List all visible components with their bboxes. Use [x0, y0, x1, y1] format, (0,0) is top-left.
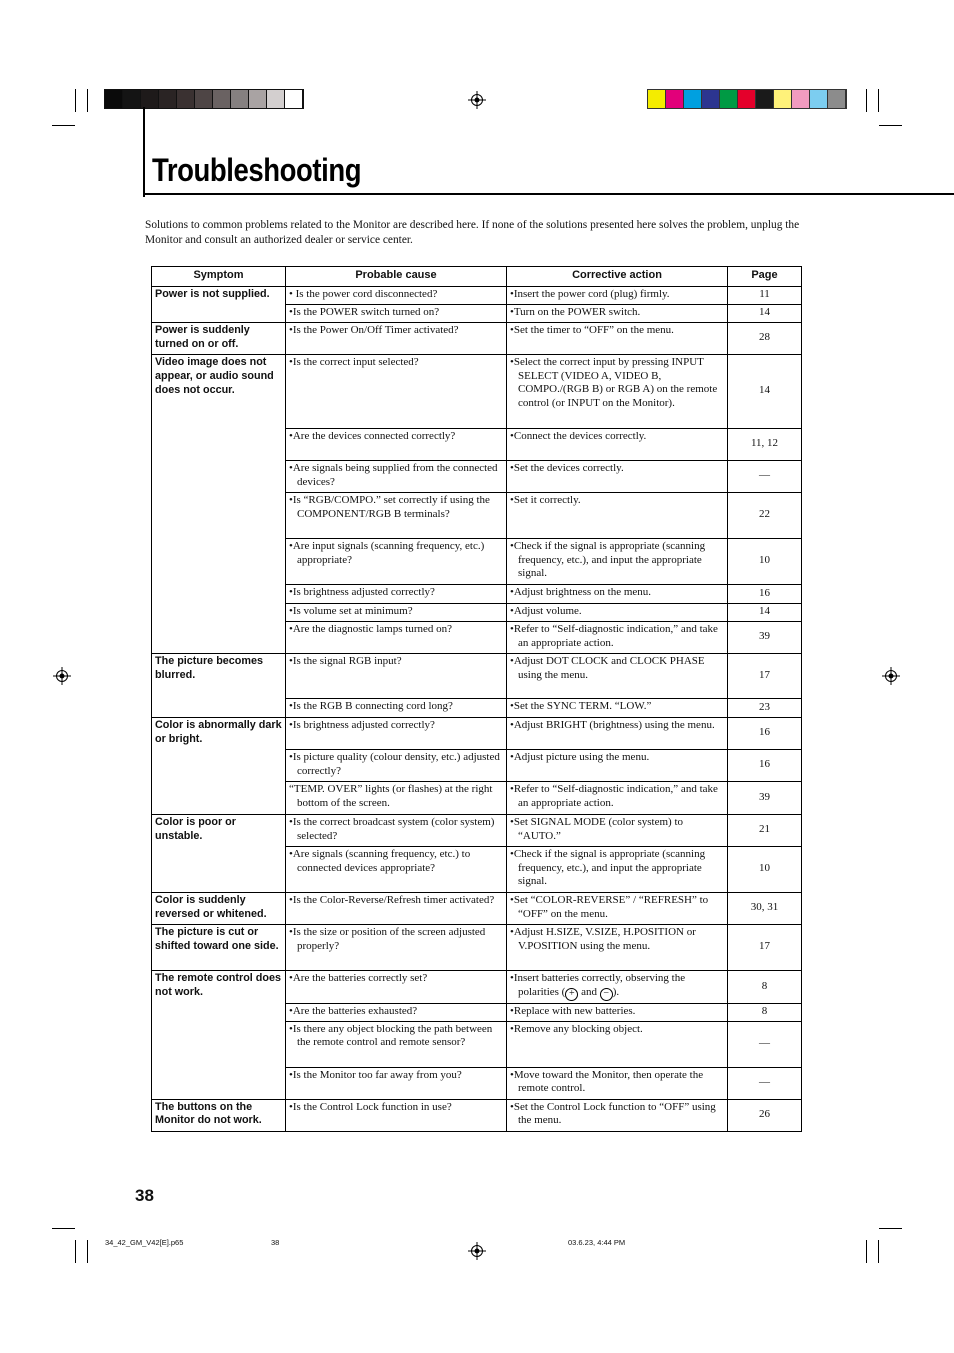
page-cell: 21 — [728, 815, 802, 847]
cause-cell — [286, 429, 507, 461]
page-cell: 17 — [728, 925, 802, 971]
cause-text: • Is the power cord disconnected? — [289, 288, 438, 300]
page-number: 38 — [135, 1186, 154, 1205]
page-cell: 39 — [728, 622, 802, 654]
page-cell: 16 — [728, 718, 802, 750]
cause-cell — [286, 893, 507, 925]
footer-timestamp: 03.6.23, 4:44 PM — [568, 1238, 626, 1247]
page-cell: 10 — [728, 847, 802, 893]
cause-text: •Are the batteries exhausted? — [289, 1004, 418, 1017]
action-cell — [507, 1021, 728, 1067]
cause-text: •Is brightness adjusted correctly? — [289, 586, 435, 598]
gray-swatch — [195, 90, 213, 108]
cause-text: •Are input signals (scanning frequency, etc.) appropriate? — [289, 540, 485, 566]
page-cell: 30, 31 — [728, 893, 802, 925]
action-cell — [507, 654, 728, 699]
gray-swatch — [213, 90, 231, 108]
table-row — [152, 287, 802, 305]
action-cell — [507, 971, 728, 1004]
grayscale-bar — [104, 89, 304, 109]
color-swatch — [738, 90, 756, 108]
table-row — [152, 971, 802, 1004]
cause-cell — [286, 622, 507, 654]
symptom-cell: Power is not supplied. — [152, 287, 286, 323]
action-text: •Move toward the Monitor, then operate the remote control. — [510, 1068, 704, 1095]
page-cell: 14 — [728, 305, 802, 323]
gray-swatch — [285, 90, 303, 108]
action-text: •Adjust volume. — [510, 605, 582, 617]
page-cell: 39 — [728, 782, 802, 815]
gray-swatch — [231, 90, 249, 108]
action-cell — [507, 1067, 728, 1099]
action-cell — [507, 585, 728, 604]
symptom-cell: Power is suddenly turned on or off. — [152, 323, 286, 355]
cause-cell — [286, 585, 507, 604]
cause-text: •Is the Control Lock function in use? — [289, 1100, 452, 1113]
action-cell — [507, 604, 728, 622]
color-swatch — [792, 90, 810, 108]
gray-swatch — [267, 90, 285, 108]
symptom-cell: The picture becomes blurred. — [152, 654, 286, 718]
action-cell — [507, 323, 728, 355]
cause-cell — [286, 287, 507, 305]
color-swatch — [666, 90, 684, 108]
action-cell — [507, 622, 728, 654]
intro-paragraph: Solutions to common problems related to the Monitor are described here. If none of the solutions presented here solves the problem, unplug the Monitor and consult an authorized dealer or service center. — [145, 219, 800, 246]
page-cell: 11 — [728, 287, 802, 305]
action-text: •Check if the signal is appropriate (scanning frequency, etc.), and input the appropriate signal. — [510, 848, 706, 888]
cause-cell — [286, 1021, 507, 1067]
page-cell: 8 — [728, 1003, 802, 1021]
color-swatch — [828, 90, 846, 108]
registration-target-icon — [53, 667, 71, 685]
page-cell: 14 — [728, 604, 802, 622]
cause-cell — [286, 461, 507, 493]
symptom-cell: Video image does not appear, or audio sound does not occur. — [152, 355, 286, 654]
cause-cell — [286, 750, 507, 782]
cause-text: •Is the RGB B connecting cord long? — [289, 700, 453, 712]
action-cell — [507, 539, 728, 585]
column-header-symptom: Symptom — [152, 267, 286, 287]
symptom-cell: The buttons on the Monitor do not work. — [152, 1099, 286, 1131]
action-text: •Adjust brightness on the menu. — [510, 586, 652, 598]
action-text: •Refer to “Self-diagnostic indication,” and take an appropriate action. — [510, 783, 718, 809]
action-text: •Adjust BRIGHT (brightness) using the menu. — [510, 719, 715, 731]
table-row — [152, 355, 802, 429]
symptom-cell: Color is suddenly reversed or whitened. — [152, 893, 286, 925]
page-cell: 16 — [728, 585, 802, 604]
symptom-cell: Color is abnormally dark or bright. — [152, 718, 286, 815]
registration-target-icon — [468, 91, 486, 109]
table-body — [152, 287, 802, 1132]
symptom-cell: The picture is cut or shifted toward one side. — [152, 925, 286, 971]
cause-cell — [286, 847, 507, 893]
cause-text: •Is the signal RGB input? — [289, 655, 402, 667]
color-swatch — [720, 90, 738, 108]
symptom-cell: The remote control does not work. — [152, 971, 286, 1100]
cause-text: •Is the size or position of the screen adjusted properly? — [289, 926, 486, 952]
title-rule-vertical — [143, 107, 145, 197]
action-cell — [507, 815, 728, 847]
table-row — [152, 925, 802, 971]
action-text: •Connect the devices correctly. — [510, 430, 647, 442]
action-text: •Set it correctly. — [510, 494, 581, 506]
page-cell: 23 — [728, 699, 802, 718]
column-header-cause: Probable cause — [286, 267, 507, 287]
cause-text: •Is the POWER switch turned on? — [289, 306, 440, 318]
action-cell — [507, 461, 728, 493]
action-text: •Adjust picture using the menu. — [510, 751, 650, 763]
cause-text: •Are the batteries correctly set? — [289, 972, 428, 984]
registration-target-icon — [468, 1242, 486, 1260]
color-swatch — [774, 90, 792, 108]
action-cell — [507, 750, 728, 782]
action-cell — [507, 925, 728, 971]
gray-swatch — [177, 90, 195, 108]
page-cell: 10 — [728, 539, 802, 585]
cause-text: •Is brightness adjusted correctly? — [289, 719, 435, 731]
gray-swatch — [159, 90, 177, 108]
cause-cell — [286, 782, 507, 815]
cause-cell — [286, 718, 507, 750]
cause-cell — [286, 1067, 507, 1099]
action-cell — [507, 782, 728, 815]
cause-text: •Is the correct broadcast system (color system) selected? — [289, 816, 495, 842]
action-text: •Set the timer to “OFF” on the menu. — [510, 324, 674, 336]
page-title: Troubleshooting — [152, 152, 362, 188]
gray-swatch — [249, 90, 267, 108]
table-header-row — [152, 267, 802, 287]
page-cell: — — [728, 1021, 802, 1067]
table-row — [152, 815, 802, 847]
color-swatch — [810, 90, 828, 108]
cause-cell — [286, 925, 507, 971]
registration-target-icon — [882, 667, 900, 685]
action-cell — [507, 847, 728, 893]
action-text: •Set the SYNC TERM. “LOW.” — [510, 700, 652, 712]
footer-file: 34_42_GM_V42[E].p65 — [105, 1238, 184, 1247]
action-text: •Adjust H.SIZE, V.SIZE, H.POSITION or V.POSITION using the menu. — [510, 926, 696, 952]
cause-text: •Are signals being supplied from the connected devices? — [289, 462, 498, 488]
cause-text: •Is the Color-Reverse/Refresh timer activated? — [289, 894, 495, 906]
page-cell: 28 — [728, 323, 802, 355]
cause-cell — [286, 971, 507, 1004]
action-cell — [507, 893, 728, 925]
cause-text: •Is the Monitor too far away from you? — [289, 1068, 462, 1081]
action-text: •Replace with new batteries. — [510, 1004, 636, 1017]
gray-swatch — [141, 90, 159, 108]
action-cell — [507, 718, 728, 750]
action-text: •Turn on the POWER switch. — [510, 306, 641, 318]
action-cell — [507, 429, 728, 461]
page-cell: 8 — [728, 971, 802, 1004]
cause-cell — [286, 1003, 507, 1021]
action-cell — [507, 287, 728, 305]
cause-cell — [286, 654, 507, 699]
action-cell — [507, 1099, 728, 1131]
action-text: •Set the devices correctly. — [510, 462, 624, 474]
footer-page: 38 — [271, 1238, 280, 1247]
symptom-cell: Color is poor or unstable. — [152, 815, 286, 893]
cause-cell — [286, 305, 507, 323]
action-cell — [507, 1003, 728, 1021]
cause-text: •Are the diagnostic lamps turned on? — [289, 623, 453, 635]
table-row — [152, 323, 802, 355]
action-text: •Refer to “Self-diagnostic indication,” and take an appropriate action. — [510, 623, 718, 649]
cause-text: •Is volume set at minimum? — [289, 605, 413, 617]
page-cell: — — [728, 461, 802, 493]
action-cell — [507, 355, 728, 429]
page-cell: 26 — [728, 1099, 802, 1131]
gray-swatch — [105, 90, 123, 108]
cause-cell — [286, 699, 507, 718]
cause-cell — [286, 323, 507, 355]
title-rule — [143, 193, 954, 195]
page-cell: 17 — [728, 654, 802, 699]
cause-cell — [286, 815, 507, 847]
action-text: •Remove any blocking object. — [510, 1022, 643, 1035]
cause-text: •Are signals (scanning frequency, etc.) to connected devices appropriate? — [289, 848, 471, 874]
action-text: •Insert batteries correctly, observing the polarities ( + and − ). — [510, 972, 686, 999]
column-header-action: Corrective action — [507, 267, 728, 287]
action-text: •Check if the signal is appropriate (scanning frequency, etc.), and input the appropriate signal. — [510, 540, 706, 580]
cause-cell — [286, 604, 507, 622]
color-swatch — [648, 90, 666, 108]
page-cell: 16 — [728, 750, 802, 782]
table-row — [152, 654, 802, 699]
action-text: •Insert the power cord (plug) firmly. — [510, 288, 670, 300]
gray-swatch — [123, 90, 141, 108]
cause-text: “TEMP. OVER” lights (or flashes) at the right bottom of the screen. — [289, 783, 493, 809]
action-cell — [507, 305, 728, 323]
cause-text: •Is the correct input selected? — [289, 356, 419, 368]
action-text: •Set “COLOR-REVERSE” / “REFRESH” to “OFF” on the menu. — [510, 894, 709, 920]
table-row — [152, 1099, 802, 1131]
action-text: •Set the Control Lock function to “OFF” using the menu. — [510, 1100, 716, 1127]
action-cell — [507, 699, 728, 718]
action-text: •Set SIGNAL MODE (color system) to “AUTO.” — [510, 816, 684, 842]
action-text: •Adjust DOT CLOCK and CLOCK PHASE using the menu. — [510, 655, 705, 681]
column-header-page: Page — [728, 267, 802, 287]
cause-text: •Is the Power On/Off Timer activated? — [289, 324, 459, 336]
plus-polarity-icon: + — [565, 988, 578, 1001]
page-cell: 11, 12 — [728, 429, 802, 461]
cause-text: •Is “RGB/COMPO.” set correctly if using the COMPONENT/RGB B terminals? — [289, 494, 490, 520]
action-text: •Select the correct input by pressing INPUT SELECT (VIDEO A, VIDEO B, COMPO./(RGB B) or RGB A) on the remote control (or INPUT on the Monitor). — [510, 356, 718, 409]
cause-text: •Are the devices connected correctly? — [289, 430, 456, 442]
table-row — [152, 893, 802, 925]
cause-cell — [286, 493, 507, 539]
color-bar — [647, 89, 847, 109]
color-swatch — [684, 90, 702, 108]
action-cell — [507, 493, 728, 539]
troubleshooting-table — [151, 266, 802, 1132]
page-cell: 22 — [728, 493, 802, 539]
cause-cell — [286, 539, 507, 585]
page-cell: — — [728, 1067, 802, 1099]
color-swatch — [756, 90, 774, 108]
minus-polarity-icon: − — [600, 988, 613, 1001]
cause-text: •Is there any object blocking the path between the remote control and remote sensor? — [289, 1022, 493, 1049]
cause-cell — [286, 355, 507, 429]
cause-text: •Is picture quality (colour density, etc.) adjusted correctly? — [289, 751, 500, 777]
color-swatch — [702, 90, 720, 108]
page-cell: 14 — [728, 355, 802, 429]
cause-cell — [286, 1099, 507, 1131]
table-row — [152, 718, 802, 750]
